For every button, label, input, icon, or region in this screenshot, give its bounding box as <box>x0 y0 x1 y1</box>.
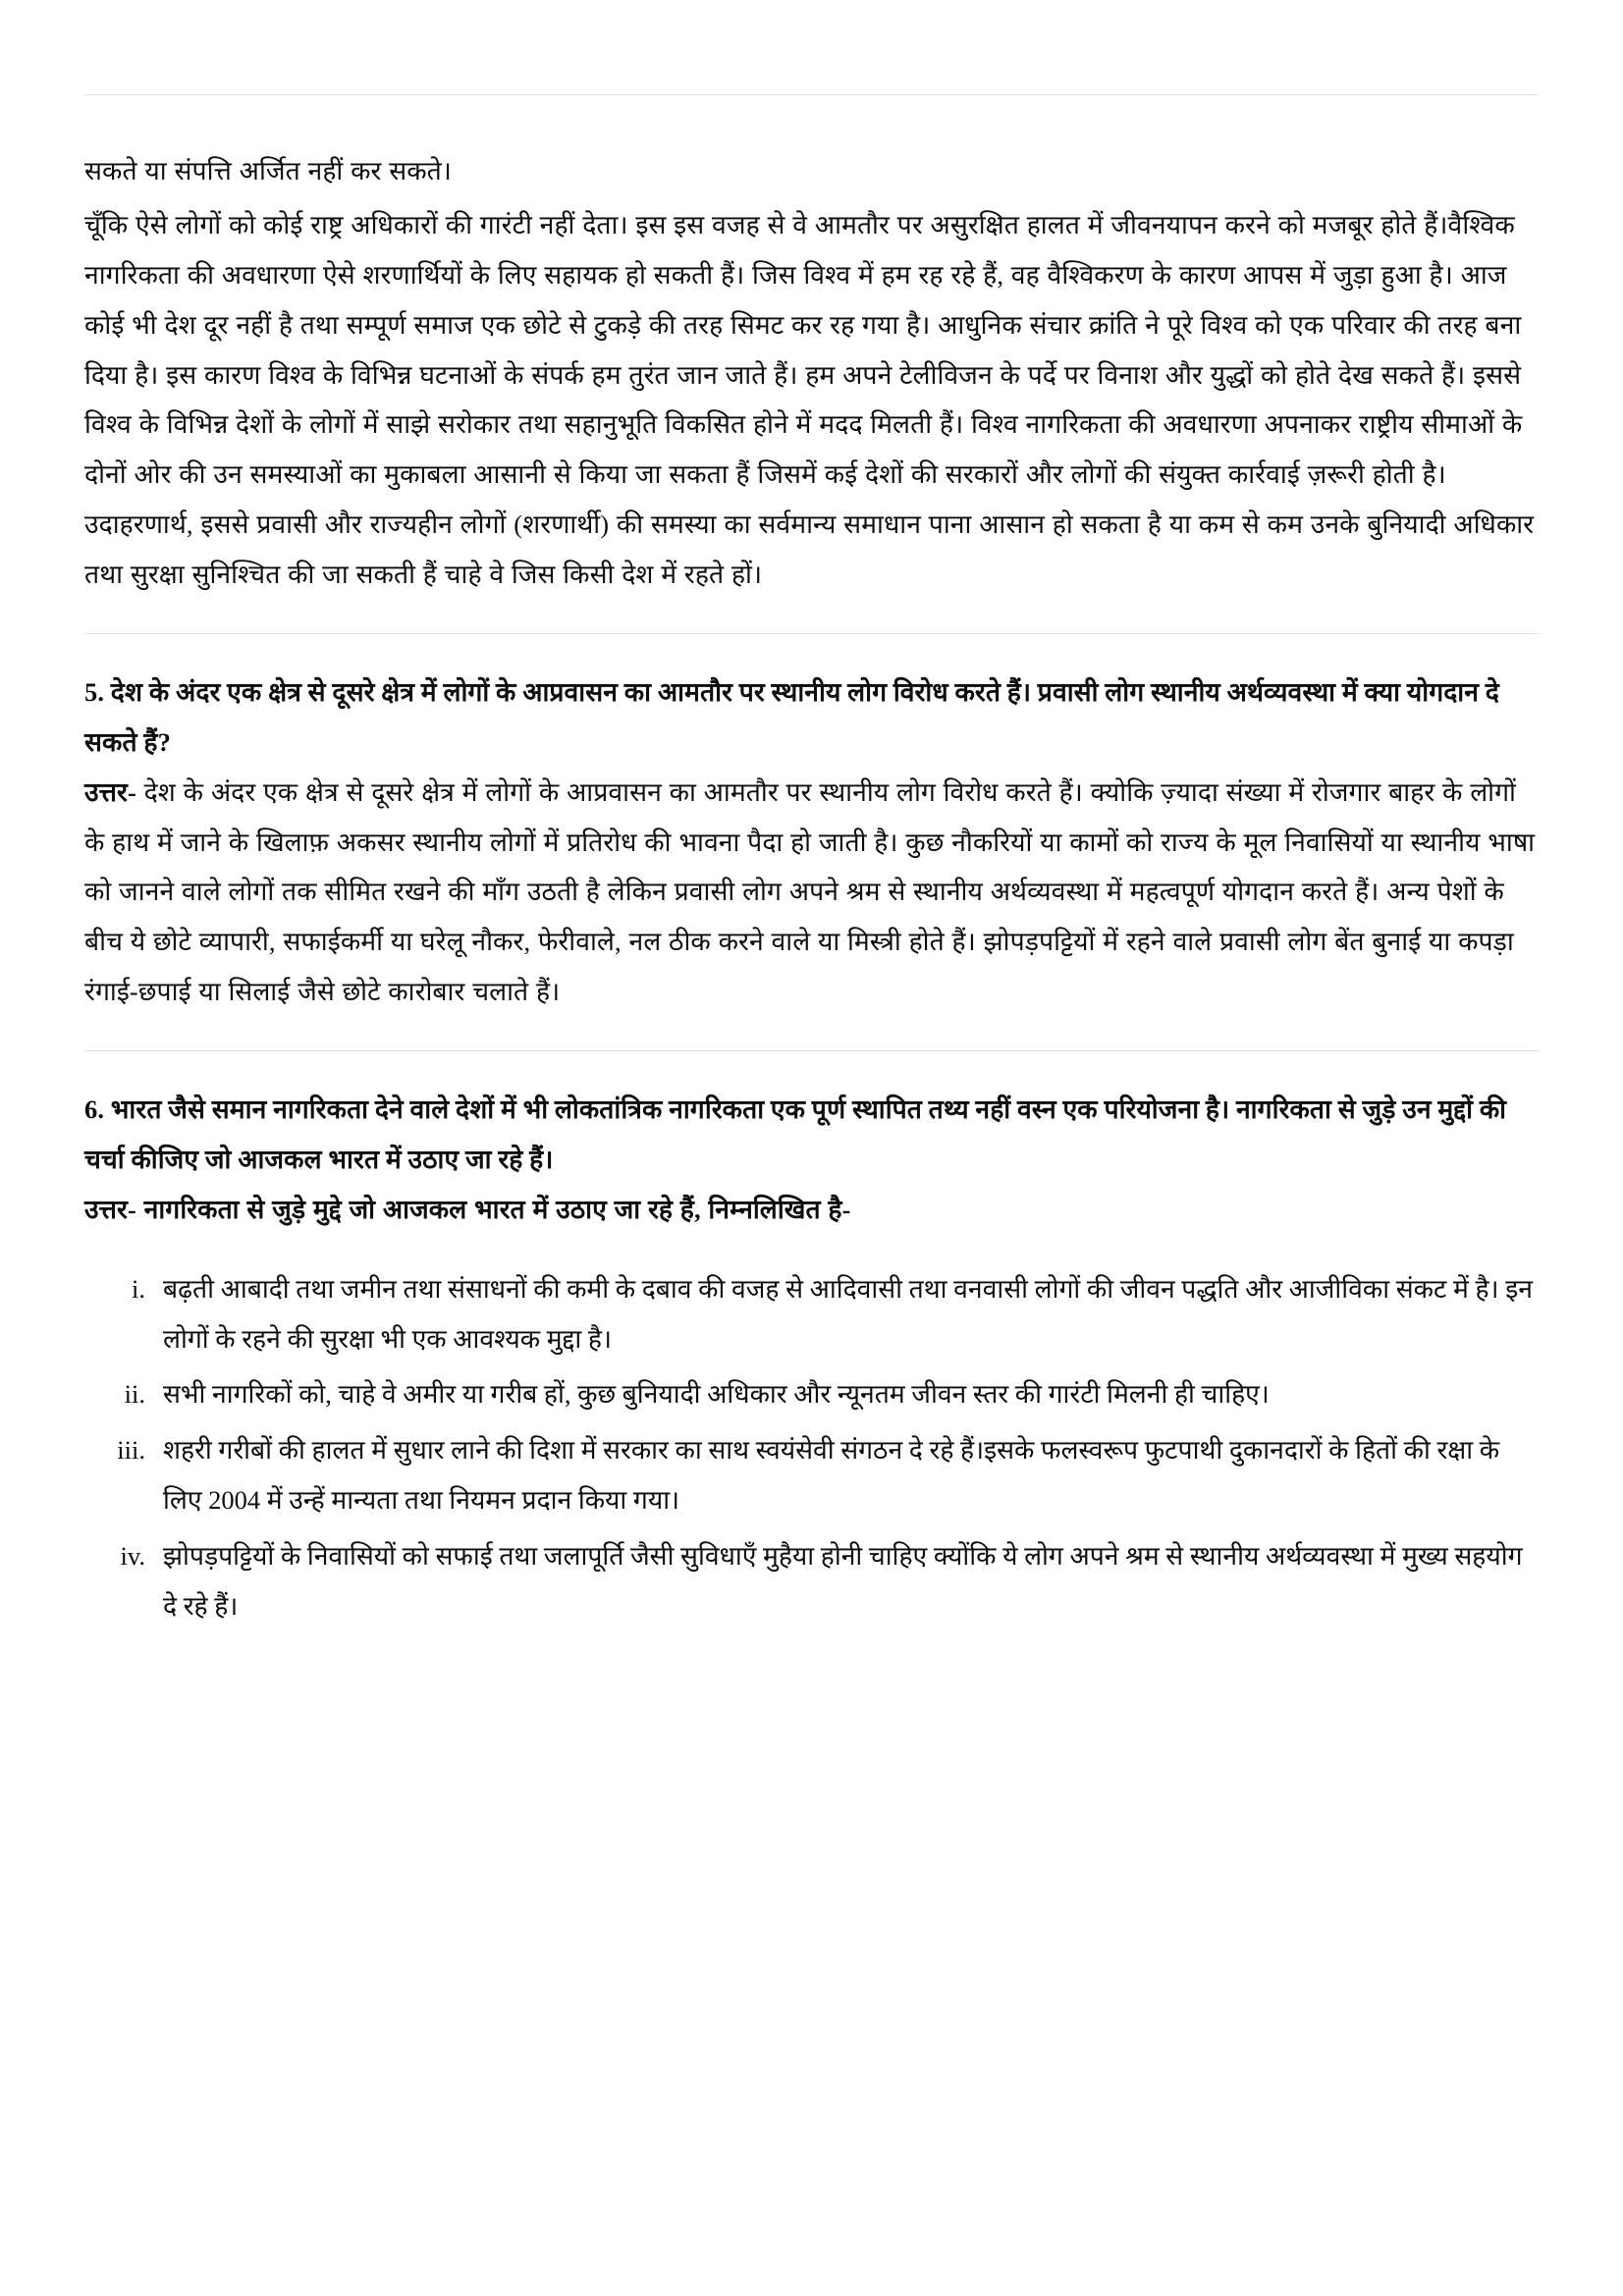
list-item-text: बढ़ती आबादी तथा जमीन तथा संसाधनों की कमी के दबाव की वजह से आदिवासी तथा वनवासी लोगों की जीवन पद्धति और आजीविका संकट में है। इन लोगों के रहने की सुरक्षा भी एक आवश्यक मुद्दा है। <box>163 1273 1533 1354</box>
list-marker: iii. <box>117 1435 145 1466</box>
question-5-heading: 5. देश के अंदर एक क्षेत्र से दूसरे क्षेत्र में लोगों के आप्रवासन का आमतौर पर स्थानीय लोग विरोध करते हैं। प्रवासी लोग स्थानीय अर्थव्यवस्था में क्या योगदान दे सकते हैं? <box>84 676 1499 757</box>
answer-body-6: नागरिकता से जुड़े मुद्दे जो आजकल भारत में उठाए जा रहे हैं, निम्नलिखित है- <box>135 1194 851 1224</box>
answer-label-6: उत्तर- <box>84 1194 136 1224</box>
list-item-text: शहरी गरीबों की हालत में सुधार लाने की दिशा में सरकार का साथ स्वयंसेवी संगठन दे रहे हैं।इसके फलस्वरूप फुटपाथी दुकानदारों के हितों की रक्षा के लिए 2004 में उन्हें मान्यता तथा नियमन प्रदान किया गया। <box>163 1435 1500 1516</box>
section-divider-1 <box>84 633 1539 634</box>
list-marker: iv. <box>120 1541 145 1571</box>
list-item-text: झोपड़पट्टियों के निवासियों को सफाई तथा जलापूर्ति जैसी सुविधाएँ मुहैया होनी चाहिए क्योंकि ये लोग अपने श्रम से स्थानीय अर्थव्यवस्था में मुख्य सहयोग दे रहे हैं। <box>163 1541 1523 1621</box>
list-marker: ii. <box>124 1379 145 1410</box>
question-5-answer <box>84 768 1539 1017</box>
list-item <box>84 1369 1539 1419</box>
question-5-section <box>84 667 1539 1017</box>
list-item <box>84 1425 1539 1525</box>
section-divider-2 <box>84 1050 1539 1051</box>
main-paragraph: चूँकि ऐसे लोगों को कोई राष्ट्र अधिकारों की गारंटी नहीं देता। इस इस वजह से वे आमतौर पर असुरक्षित हालत में जीवनयापन करने को मजबूर होते हैं।वैश्विक नागरिकता की अवधारणा ऐसे शरणार्थियों के लिए सहायक हो सकती हैं। जिस विश्व में हम रह रहे हैं, वह वैश्विकरण के कारण आपस में जुड़ा हुआ है। आज कोई भी देश दूर नहीं है तथा सम्पूर्ण समाज एक छोटे से टुकड़े की तरह सिमट कर रह गया है। आधुनिक संचार क्रांति ने पूरे विश्व को एक परिवार की तरह बना दिया है। इस कारण विश्व के विभिन्न घटनाओं के संपर्क हम तुरंत जान जाते हैं। हम अपने टेलीविजन के पर्दे पर विनाश और युद्धों को होते देख सकते हैं। इससे विश्व के विभिन्न देशों के लोगों में साझे सरोकार तथा सहानुभूति विकसित होने में मदद मिलती हैं। विश्व नागरिकता की अवधारणा अपनाकर राष्ट्रीय सीमाओं के दोनों ओर की उन समस्याओं का मुकाबला आसानी से किया जा सकता हैं जिसमें कई देशों की सरकारों और लोगों की संयुक्त कार्रवाई ज़रूरी होती है। उदाहरणार्थ, इससे प्रवासी और राज्यहीन लोगों (शरणार्थी) की समस्या का सर्वमान्य समाधान पाना आसान हो सकता है या कम से कम उनके बुनियादी अधिकार तथा सुरक्षा सुनिश्चित की जा सकती हैं चाहे वे जिस किसी देश में रहते हों। <box>84 209 1535 589</box>
question-6-answer <box>84 1185 1539 1235</box>
top-divider <box>84 94 1539 95</box>
answer-label-5: उत्तर- <box>84 776 136 807</box>
list-marker: i. <box>132 1273 145 1304</box>
question-6-heading: 6. भारत जैसे समान नागरिकता देने वाले देशों में भी लोकतांत्रिक नागरिकता एक पूर्ण स्थापित तथ्य नहीं वस्न एक परियोजना है। नागरिकता से जुड़े उन मुद्दों की चर्चा कीजिए जो आजकल भारत में उठाए जा रहे हैं। <box>84 1095 1507 1174</box>
list-item <box>84 1531 1539 1631</box>
list-item-text: सभी नागरिकों को, चाहे वे अमीर या गरीब हों, कुछ बुनियादी अधिकार और न्यूनतम जीवन स्तर की गारंटी मिलनी ही चाहिए। <box>163 1379 1270 1410</box>
question-6-section <box>84 1085 1539 1631</box>
continued-sentence: सकते या संपत्ति अर्जित नहीं कर सकते। <box>84 156 453 186</box>
intro-section <box>84 146 1539 600</box>
list-item <box>84 1264 1539 1364</box>
answer-body-5: देश के अंदर एक क्षेत्र से दूसरे क्षेत्र में लोगों के आप्रवासन का आमतौर पर स्थानीय लोग विरोध करते हैं। क्योकि ज़्यादा संख्या में रोजगार बाहर के लोगों के हाथ में जाने के खिलाफ़ अकसर स्थानीय लोगों में प्रतिरोध की भावना पैदा हो जाती है। कुछ नौकरियों या कामों को राज्य के मूल निवासियों या स्थानीय भाषा को जानने वाले लोगों तक सीमित रखने की माँग उठती है लेकिन प्रवासी लोग अपने श्रम से स्थानीय अर्थव्यवस्था में महत्वपूर्ण योगदान करते हैं। अन्य पेशों के बीच ये छोटे व्यापारी, सफाईकर्मी या घरेलू नौकर, फेरीवाले, नल ठीक करने वाले या मिस्त्री होते हैं। झोपड़पट्टियों में रहने वाले प्रवासी लोग बेंत बुनाई या कपड़ा रंगाई-छपाई या सिलाई जैसे छोटे कारोबार चलाते हैं। <box>84 776 1536 1007</box>
citizenship-issues-list <box>84 1264 1539 1631</box>
